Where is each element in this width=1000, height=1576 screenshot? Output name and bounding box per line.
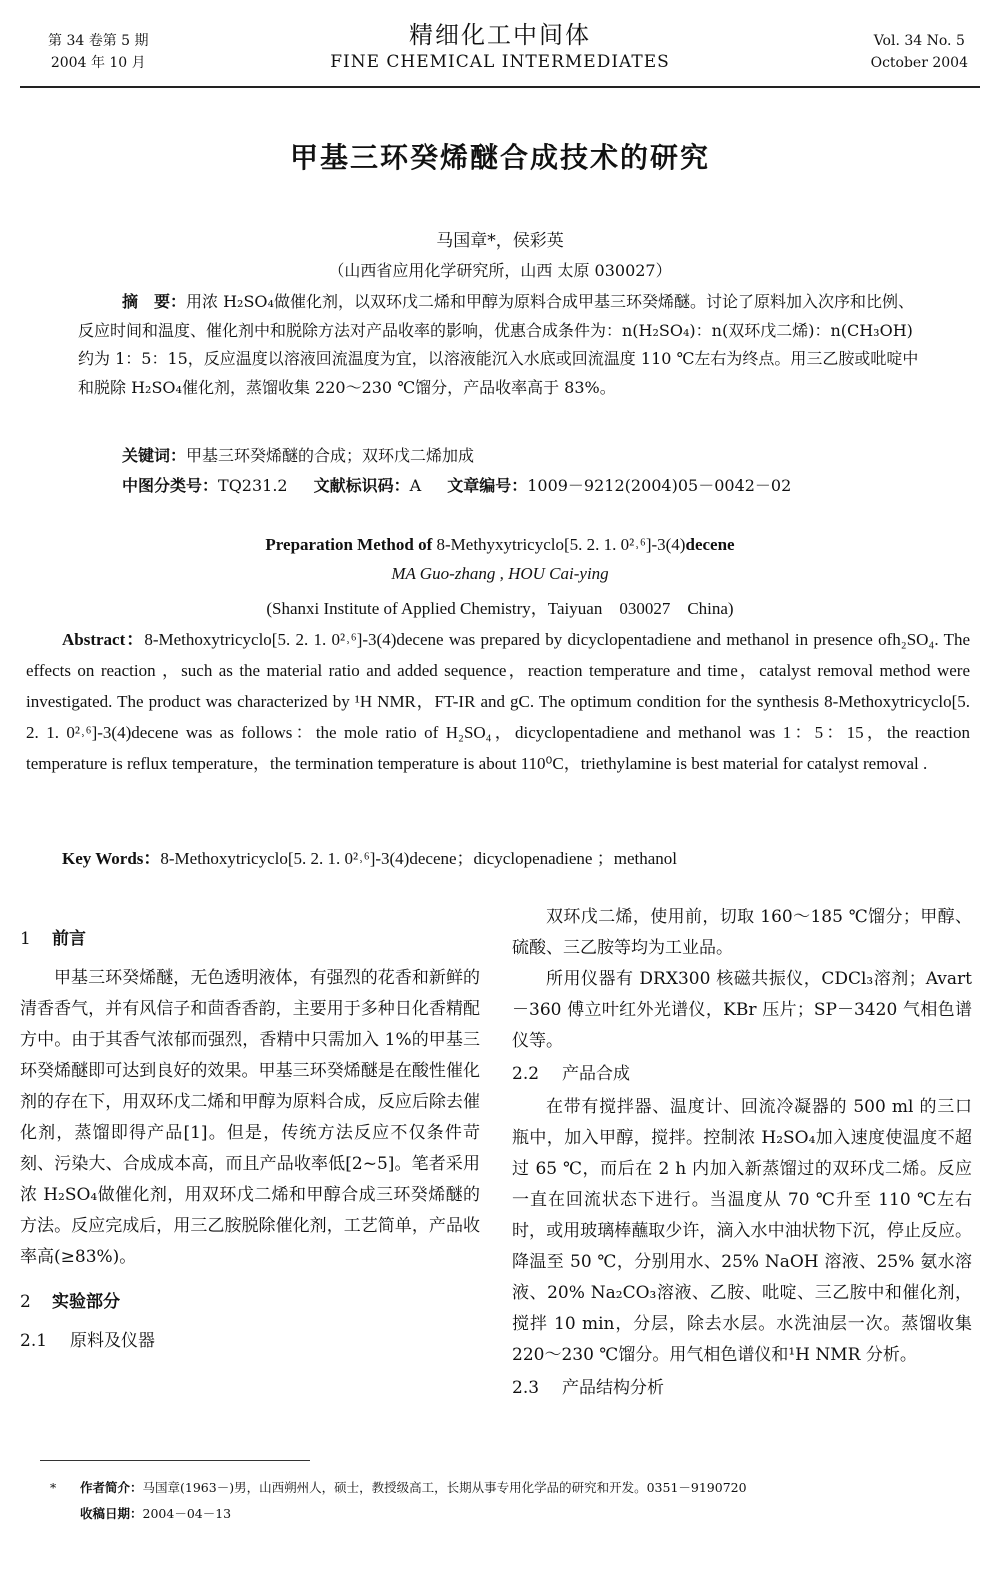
paper-title-en [0,535,1000,555]
journal-name-cn: 精细化工中间体 [409,21,591,49]
intro-paragraph: 甲基三环癸烯醚，无色透明液体，有强烈的花香和新鲜的清香香气，并有风信子和茴香香韵，主要用于多种日化香精配方中。由于其香气浓郁而强烈，香精中只需加入 1%的甲基三环癸烯醚即可达到良好的效果。甲基三环癸烯醚是在酸性催化剂的存在下，用双环戊二烯和甲醇为原料合成，反应后除去催化剂，蒸馏即得产品[1]。但是，传统方法反应不仅条件苛刻、污染大、合成成本高，而且产品收率低[2~5]。笔者采用浓 H₂SO₄做催化剂，用双环戊二烯和甲醇合成三环癸烯醚的方法。反应完成后，用三乙胺脱除催化剂，工艺简单，产品收率高(≥83%)。 [20,968,480,1267]
authors-en: MA Guo-zhang , HOU Cai-ying [391,564,609,583]
abstract-en [26,624,970,779]
received-date-line [50,1501,970,1527]
keywords-en-label: Key Words： [62,849,161,868]
keywords-cn-text: 甲基三环癸烯醚的合成；双环戊二烯加成 [186,446,475,465]
header-volume-cn: 第 34 卷第 5 期 [48,33,149,49]
footnote-star: * [50,1480,57,1495]
header-issue-cn [48,30,149,74]
footnote [50,1475,970,1527]
author-bio-line [50,1475,970,1501]
section-2-3-title: 产品结构分析 [562,1378,664,1398]
header-date-en: October 2004 [870,55,968,71]
section-2-number: 2 [20,1292,31,1312]
keywords-cn [122,442,922,470]
section-2-1-title: 原料及仪器 [70,1331,155,1351]
section-2-3-number: 2.3 [512,1378,540,1398]
abstract-en-label: Abstract： [62,630,145,649]
clc-value: TQ231.2 [218,476,288,495]
section-2-3-heading [512,1373,972,1404]
author-bio-label: 作者简介： [80,1480,143,1495]
section-1-number: 1 [20,929,31,949]
header-volume-en: Vol. 34 No. 5 [873,33,965,49]
keywords-en [62,844,972,869]
clc-label: 中图分类号： [122,476,219,495]
received-date-label: 收稿日期： [80,1506,143,1521]
abstract-cn [78,288,924,402]
instruments-paragraph: 所用仪器有 DRX300 核磁共振仪，CDCl₃溶剂；Avart－360 傅立叶红外光谱仪，KBr 压片；SP－3420 气相色谱仪等。 [512,969,972,1051]
synthesis-paragraph: 在带有搅拌器、温度计、回流冷凝器的 500 ml 的三口瓶中，加入甲醇，搅拌。控制浓 H₂SO₄加入速度使温度不超过 65 ℃，而后在 2 h 内加入新蒸馏过的双环戊二烯。反应一直在回流状态下进行。当温度从 70 ℃升至 110 ℃左右时，或用玻璃棒蘸取少许，滴入水中油状物下沉，停止反应。降温至 50 ℃，分别用水、25% NaOH 溶液、25% 氨水溶液、20% Na₂CO₃溶液、乙胺、吡啶、三乙胺中和催化剂，搅拌 10 min，分层，除去水层。水洗油层一次。蒸馏收集 220～230 ℃馏分。用气相色谱仪和¹H NMR 分析。 [512,1097,972,1365]
classification-line [122,472,942,500]
doc-code-value: A [409,476,422,495]
left-column [20,918,480,1359]
right-column [512,902,972,1406]
section-2-2-number: 2.2 [512,1064,540,1084]
article-number-value: 1009－9212(2004)05－0042－02 [527,476,792,495]
title-en-end: decene [685,535,735,554]
abstract-cn-text: 用浓 H₂SO₄做催化剂，以双环戊二烯和甲醇为原料合成甲基三环癸烯醚。讨论了原料加入次序和比例、反应时间和温度、催化剂中和脱除方法对产品收率的影响，优惠合成条件为：n(H₂SO₄)：n(双环戊二烯)：n(CH₃OH)约为 1：5：15，反应温度以溶液回流温度为宜，以溶液能沉入水底或回流温度 110 ℃左右为终点。用三乙胺或吡啶中和脱除 H₂SO₄催化剂，蒸馏收集 220～230 ℃馏分，产品收率高于 83%。 [78,292,919,397]
abstract-en-text: 8-Methoxytricyclo[5. 2. 1. 0²˒⁶]-3(4)decene was prepared by dicyclopentadiene and methanol in presence ofh₂SO₄. The effects on reaction ，such as the material ratio and added sequence，reaction temperature and time，catalyst removal method were investigated. The product was characterized by ¹H NMR，FT-IR and gC. The optimum condition for the synthesis 8-Methoxytricyclo[5. 2. 1. 0²˒⁶]-3(4)decene was as follows：the mole ratio of H₂SO₄，dicyclopentadiene and methanol was 1：5：15，the reaction temperature is reflux temperature，the termination temperature is about 110⁰C，triethylamine is best material for catalyst removal . [26,630,970,773]
author-bio-text: 马国章(1963－)男，山西朔州人，硕士，教授级高工，长期从事专用化学品的研究和开发。0351－9190720 [142,1480,747,1495]
keywords-en-text: 8-Methoxytricyclo[5. 2. 1. 0²˒⁶]-3(4)decene；dicyclopenadiene ；methanol [160,849,677,868]
footnote-rule [40,1460,310,1461]
affiliation-cn: （山西省应用化学研究所，山西 太原 030027） [328,261,672,280]
section-2-heading [20,1287,480,1318]
section-2-1-number: 2.1 [20,1331,48,1351]
authors-cn: 马国章*，侯彩英 [436,231,564,251]
keywords-cn-label: 关键词： [122,446,187,465]
received-date-text: 2004－04－13 [142,1506,232,1521]
paper-title-cn: 甲基三环癸烯醚合成技术的研究 [289,141,710,174]
title-en-bold: Preparation Method of [265,535,433,554]
section-1-title: 前言 [52,929,86,949]
doc-code-label: 文献标识码： [313,476,410,495]
section-2-1-heading [20,1326,480,1357]
header-date-cn: 2004 年 10 月 [50,55,146,71]
abstract-cn-label: 摘 要： [122,292,187,311]
title-en-compound: 8-Methyxytricyclo[5. 2. 1. 0²˒⁶]-3(4) [432,535,686,554]
journal-name-en: FINE CHEMICAL INTERMEDIATES [330,52,670,72]
section-2-2-title: 产品合成 [562,1064,630,1084]
affiliation-en: (Shanxi Institute of Applied Chemistry，Taiyuan 030027 China) [266,599,734,618]
header-rule [20,86,980,88]
section-1-heading [20,924,480,955]
section-2-title: 实验部分 [52,1292,120,1312]
section-2-2-heading [512,1059,972,1090]
article-number-label: 文章编号： [447,476,528,495]
header-issue-en [871,30,968,74]
journal-masthead [320,20,680,74]
materials-paragraph: 双环戊二烯，使用前，切取 160～185 ℃馏分；甲醇、硫酸、三乙胺等均为工业品。 [512,907,972,958]
